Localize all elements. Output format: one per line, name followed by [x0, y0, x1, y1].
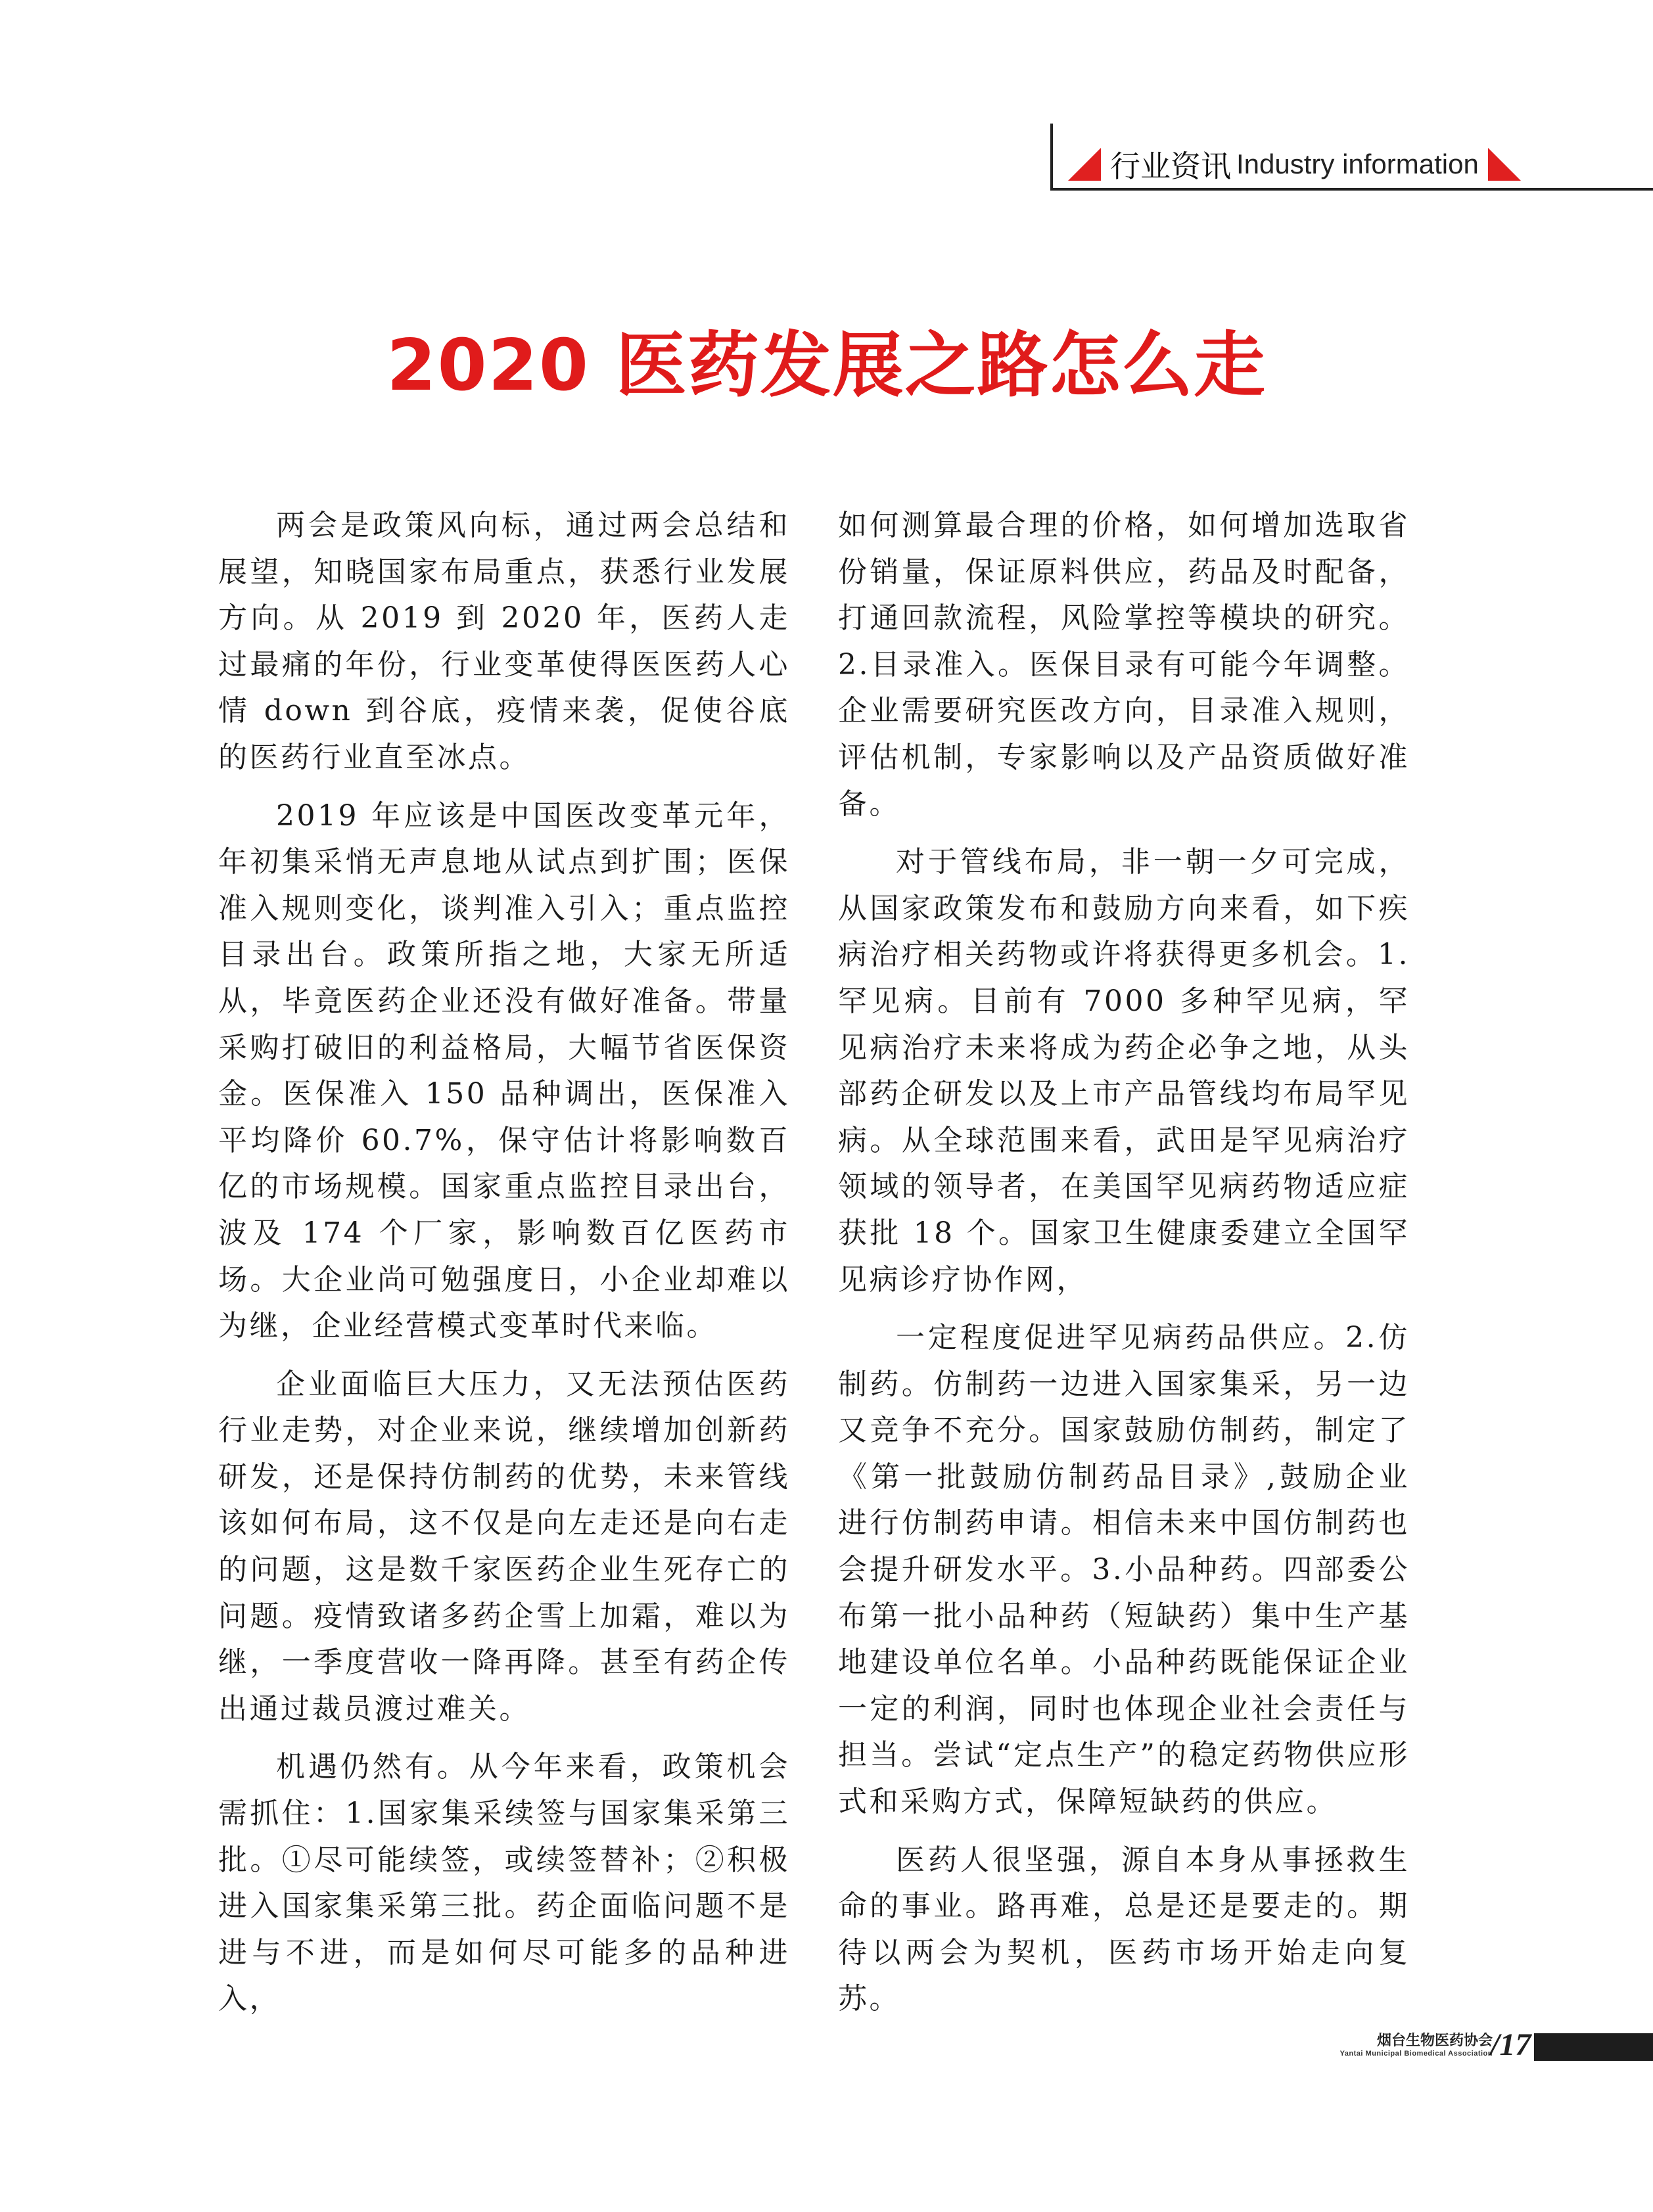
article-column-left	[218, 503, 790, 2035]
triangle-left-icon	[1068, 148, 1101, 181]
article-column-right	[838, 503, 1410, 2035]
section-title-cn: 行业资讯	[1110, 149, 1231, 184]
footer-org-name-en: Yantai Municipal Biomedical Association	[1339, 2050, 1493, 2058]
section-title-en: Industry information	[1236, 149, 1479, 179]
article-title: 2020 医药发展之路怎么走	[386, 325, 1267, 407]
paragraph: 对于管线布局，非一朝一夕可完成，从国家政策发布和鼓励方向来看，如下疾病治疗相关药物或许将获得更多机会。1.罕见病。目前有 7000 多种罕见病，罕见病治疗未来将成为药企必争之地，从头部药企研发以及上市产品管线均布局罕见病。从全球范围来看，武田是罕见病治疗领域的领导者，在美国罕见病药物适应症获批 18 个。国家卫生健康委建立全国罕见病诊疗协作网，	[838, 845, 1410, 1297]
header-divider-horizontal	[1050, 188, 1653, 191]
paragraph: 一定程度促进罕见病药品供应。2.仿制药。仿制药一边进入国家集采，另一边又竞争不充分。国家鼓励仿制药，制定了《第一批鼓励仿制药品目录》,鼓励企业进行仿制药申请。相信未来中国仿制药也会提升研发水平。3.小品种药。四部委公布第一批小品种药（短缺药）集中生产基地建设单位名单。小品种药既能保证企业一定的利润，同时也体现企业社会责任与担当。尝试“定点生产”的稳定药物供应形式和采购方式，保障短缺药的供应。	[838, 1321, 1410, 1819]
header-divider-vertical	[1050, 124, 1053, 191]
section-header	[1068, 141, 1521, 188]
paragraph: 企业面临巨大压力，又无法预估医药行业走势，对企业来说，继续增加创新药研发，还是保持仿制药的优势，未来管线该如何布局，这不仅是向左走还是向右走的问题，这是数千家医药企业生死存亡的问题。疫情致诸多药企雪上加霜，难以为继，一季度营收一降再降。甚至有药企传出通过裁员渡过难关。	[218, 1367, 790, 1726]
triangle-right-icon	[1488, 148, 1521, 181]
paragraph-continued: 如何测算最合理的价格，如何增加选取省份销量，保证原料供应，药品及时配备，打通回款流程，风险掌控等模块的研究。2.目录准入。医保目录有可能今年调整。企业需要研究医改方向，目录准入规则，评估机制，专家影响以及产品资质做好准备。	[838, 509, 1410, 821]
paragraph: 两会是政策风向标，通过两会总结和展望，知晓国家布局重点，获悉行业发展方向。从 2019 到 2020 年，医药人走过最痛的年份，行业变革使得医医药人心情 down 到谷底，疫情来袭，促使谷底的医药行业直至冰点。	[218, 509, 790, 774]
page-number: /17	[1491, 2027, 1531, 2062]
footer-bar	[1534, 2033, 1653, 2061]
footer-organization	[1340, 2033, 1493, 2058]
paragraph: 机遇仍然有。从今年来看，政策机会需抓住：1.国家集采续签与国家集采第三批。①尽可能续签，或续签替补；②积极进入国家集采第三批。药企面临问题不是进与不进，而是如何尽可能多的品种进入，	[218, 1750, 790, 2016]
footer-org-name-cn: 烟台生物医药协会	[1376, 2033, 1493, 2049]
paragraph: 2019 年应该是中国医改变革元年，年初集采悄无声息地从试点到扩围；医保准入规则变化，谈判准入引入；重点监控目录出台。政策所指之地，大家无所适从，毕竟医药企业还没有做好准备。带量采购打破旧的利益格局，大幅节省医保资金。医保准入 150 品种调出，医保准入平均降价 60.7%，保守估计将影响数百亿的市场规模。国家重点监控目录出台，波及 174 个厂家，影响数百亿医药市场。大企业尚可勉强度日，小企业却难以为继，企业经营模式变革时代来临。	[218, 798, 790, 1343]
paragraph: 医药人很坚强，源自本身从事拯救生命的事业。路再难，总是还是要走的。期待以两会为契机，医药市场开始走向复苏。	[838, 1843, 1410, 2016]
